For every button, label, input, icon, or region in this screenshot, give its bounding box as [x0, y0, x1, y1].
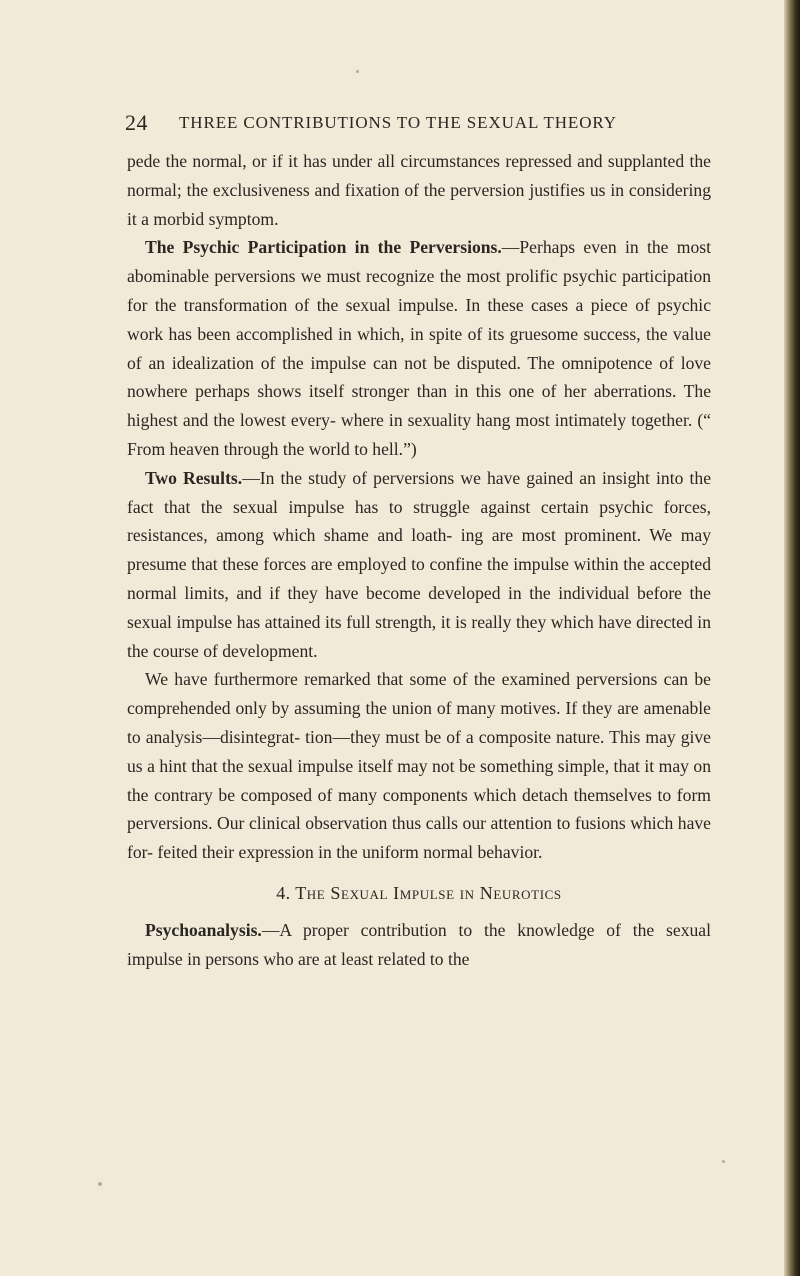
paragraph-run-head: The Psychic Participation in the Perversions.: [145, 237, 502, 258]
paragraph: [127, 233, 711, 463]
paragraph-text: —Perhaps even in the most abominable perversions we must recognize the most prolific psychic participation for the transformation of the sexual impulse. In these cases a piece of psychic work has been accomplished in which, in spite of its gruesome success, the value of an idealization of the impulse can not be disputed. The omnipotence of love nowhere perhaps shows itself stronger than in this one of her aberrations. The highest and the lowest every- where in sexuality hang most intimately together. (“ From heaven through the world to hell.”): [127, 237, 711, 459]
paragraph-text: —A proper contribution to the knowledge of the sexual impulse in persons who are at least related to the: [127, 919, 711, 969]
paragraph-run-head: Psychoanalysis.: [145, 919, 262, 940]
running-title: THREE CONTRIBUTIONS TO THE SEXUAL THEORY: [179, 113, 617, 132]
paragraph: [127, 665, 711, 867]
paragraph-text: We have furthermore remarked that some of the examined perversions can be comprehended only by assuming the union of many motives. If they are amenable to analysis—disintegrat- tion—they must be of a composite nature. This may give us a hint that the sexual impulse itself may not be something simple, that it may on the contrary be composed of many components which detach themselves to form perversions. Our clinical observation thus calls our attention to fusions which have for- feited their expression in the uniform normal behavior.: [127, 669, 711, 863]
page-number: 24: [125, 110, 148, 135]
paper-speck: [722, 1160, 725, 1163]
paper-speck: [356, 70, 359, 73]
paragraph: [127, 464, 711, 666]
paragraph-text: pede the normal, or if it has under all circumstances repressed and supplanted the normal; the exclusiveness and fixation of the perversion justifies us in considering it a morbid symptom.: [127, 151, 711, 229]
paragraph-run-head: Two Results.: [145, 467, 243, 488]
paragraph: [127, 147, 711, 233]
section-heading: [127, 879, 711, 908]
page-edge-shadow: [784, 0, 800, 1276]
section-number: 4.: [276, 882, 291, 903]
paragraph-text: —In the study of perversions we have gained an insight into the fact that the sexual impulse has to struggle against certain psychic forces, resistances, among which shame and loath- ing are most prominent. We may presume that these forces are employed to confine the impulse within the accepted normal limits, and if they have become developed in the individual before the sexual impulse has attained its full strength, it is really they which have directed in the course of development.: [127, 467, 712, 661]
section-title: The Sexual Impulse in Neurotics: [295, 882, 562, 903]
paper-speck: [98, 1182, 102, 1186]
body-text: [127, 147, 711, 973]
running-head: [125, 110, 725, 136]
paragraph: [127, 916, 711, 974]
